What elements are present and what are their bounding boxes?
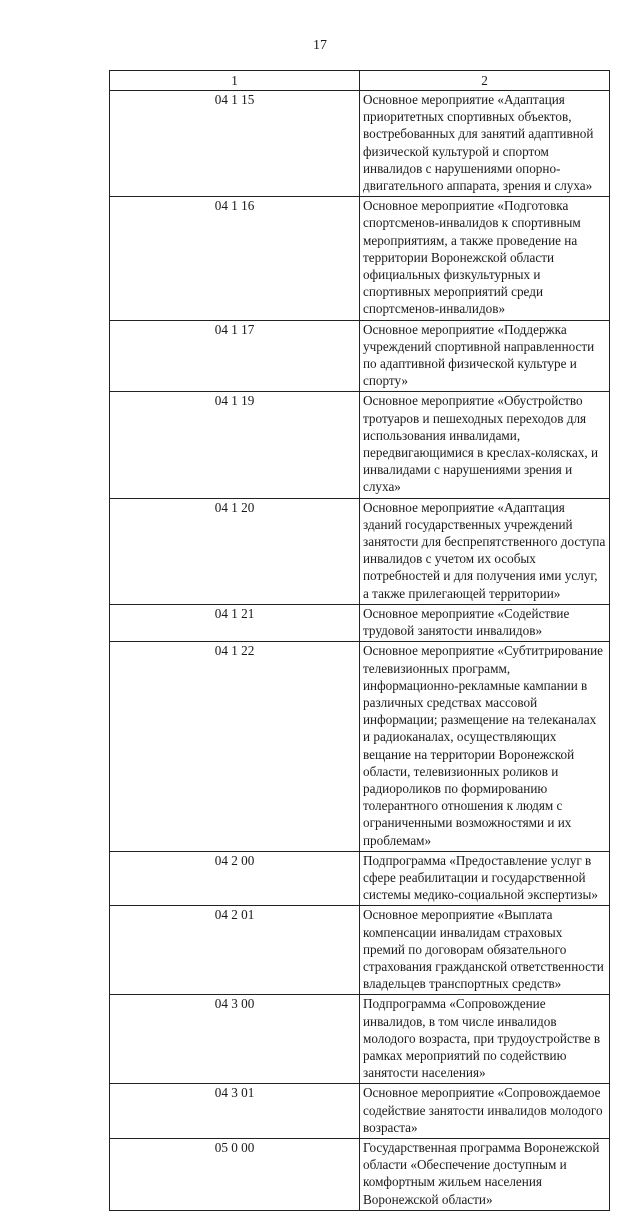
table-row xyxy=(110,906,610,995)
row-code: 04 3 01 xyxy=(110,1084,360,1139)
column-header-description: 2 xyxy=(360,71,610,91)
row-code: 04 1 17 xyxy=(110,320,360,392)
table-row xyxy=(110,851,610,906)
row-description: Основное мероприятие «Выплата компенсации инвалидам страховых премий по договорам обязательного страхования гражданской ответственности владельцев транспортных средств» xyxy=(360,906,610,995)
table-row xyxy=(110,197,610,320)
row-description: Основное мероприятие «Сопровождаемое содействие занятости инвалидов молодого возраста» xyxy=(360,1084,610,1139)
row-description: Подпрограмма «Предоставление услуг в сфере реабилитации и государственной системы медико-социальной экспертизы» xyxy=(360,851,610,906)
row-description: Основное мероприятие «Субтитрирование телевизионных программ, информационно-рекламные кампании в различных средствах массовой информации; размещение на телеканалах и радиоканалах, осуществляющих вещание на территории Воронежской области, телевизионных роликов и радиороликов по формированию толерантного отношения к людям с ограниченными возможностями и их проблемам» xyxy=(360,642,610,851)
table-row xyxy=(110,1084,610,1139)
row-description: Основное мероприятие «Обустройство тротуаров и пешеходных переходов для использования инвалидами, передвигающимися в креслах-колясках, и инвалидами с нарушениями зрения и слуха» xyxy=(360,392,610,498)
page-number: 17 xyxy=(313,38,327,53)
table-row xyxy=(110,392,610,498)
table-row xyxy=(110,995,610,1084)
row-description: Основное мероприятие «Поддержка учреждений спортивной направленности по адаптивной физической культуре и спорту» xyxy=(360,320,610,392)
row-code: 04 1 19 xyxy=(110,392,360,498)
row-description: Основное мероприятие «Содействие трудовой занятости инвалидов» xyxy=(360,604,610,641)
table-row xyxy=(110,498,610,604)
row-code: 04 2 00 xyxy=(110,851,360,906)
row-code: 04 3 00 xyxy=(110,995,360,1084)
row-description: Подпрограмма «Сопровождение инвалидов, в том числе инвалидов молодого возраста, при трудоустройстве в рамках мероприятий по содействию занятости населения» xyxy=(360,995,610,1084)
column-header-code: 1 xyxy=(110,71,360,91)
row-description: Основное мероприятие «Адаптация приоритетных спортивных объектов, востребованных для занятий адаптивной физической культурой и спортом инвалидов с нарушениями опорно-двигательного аппарата, зрения и слуха» xyxy=(360,91,610,197)
table-header-row xyxy=(110,71,610,91)
row-code: 04 1 15 xyxy=(110,91,360,197)
row-description: Основное мероприятие «Подготовка спортсменов-инвалидов к спортивным мероприятиям, а также проведение на территории Воронежской области официальных физкультурных и спортивных мероприятий среди спортсменов-инвалидов» xyxy=(360,197,610,320)
row-code: 04 1 16 xyxy=(110,197,360,320)
budget-code-table xyxy=(109,70,610,1211)
table-row xyxy=(110,642,610,851)
row-code: 04 2 01 xyxy=(110,906,360,995)
table-row xyxy=(110,1138,610,1210)
row-code: 04 1 20 xyxy=(110,498,360,604)
row-code: 04 1 22 xyxy=(110,642,360,851)
table-row xyxy=(110,91,610,197)
table-row xyxy=(110,320,610,392)
row-code: 04 1 21 xyxy=(110,604,360,641)
row-code: 05 0 00 xyxy=(110,1138,360,1210)
row-description: Государственная программа Воронежской области «Обеспечение доступным и комфортным жильем населения Воронежской области» xyxy=(360,1138,610,1210)
row-description: Основное мероприятие «Адаптация зданий государственных учреждений занятости для беспрепятственного доступа инвалидов с учетом их особых потребностей и для получения ими услуг, а также прилегающей территории» xyxy=(360,498,610,604)
table-row xyxy=(110,604,610,641)
